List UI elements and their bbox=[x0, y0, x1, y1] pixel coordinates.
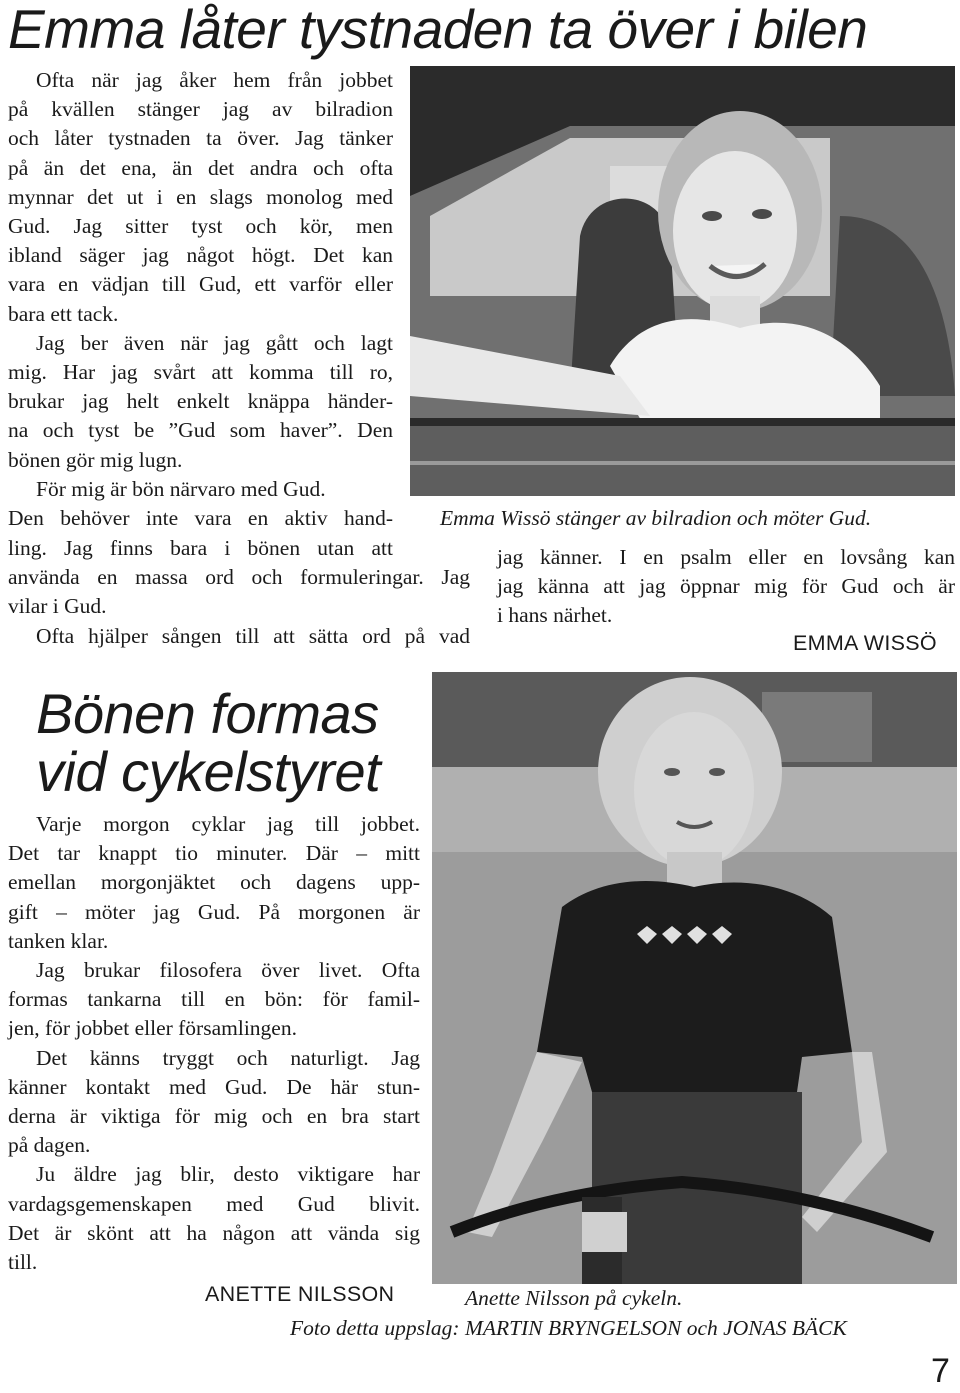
article1-line: Gud. Jag sitter tyst och kör, men bbox=[8, 214, 393, 239]
article1-byline: EMMA WISSÖ bbox=[793, 631, 937, 655]
article1-line: na och tyst be ”Gud som haver”. Den bbox=[8, 418, 393, 443]
article2-column bbox=[8, 810, 420, 1277]
article1-line: brukar jag helt enkelt knäppa händer- bbox=[8, 389, 393, 414]
article2-line: Ju äldre jag blir, desto viktigare har bbox=[36, 1162, 420, 1187]
article1-line: ling. Jag finns bara i bönen utan att bbox=[8, 536, 393, 560]
article2-line: Det är skönt att ha någon att vända sig bbox=[8, 1220, 420, 1245]
article1-column-1-wide bbox=[8, 534, 470, 651]
article2-line: vardagsgemenskapen med Gud blivit. bbox=[8, 1191, 420, 1216]
article1-line: vara en vädjan till Gud, ett varför eller bbox=[8, 272, 393, 297]
photo-emma-in-car bbox=[410, 66, 955, 496]
article1-line: ibland säger jag något högt. Det kan bbox=[8, 243, 393, 268]
page-number: 7 bbox=[931, 1352, 950, 1390]
article2-line: Jag brukar filosofera över livet. Ofta bbox=[36, 958, 420, 983]
photo-anette-on-bicycle bbox=[432, 672, 957, 1284]
article2-line: Varje morgon cyklar jag till jobbet. bbox=[36, 812, 420, 836]
article1-line: mig. Har jag svårt att komma till ro, bbox=[8, 360, 393, 385]
article1-line: på än det ena, än det andra och ofta bbox=[8, 155, 393, 180]
article2-line: derna är viktiga för mig och en bra start bbox=[8, 1104, 420, 1129]
article2-line: formas tankarna till en bön: för famil- bbox=[8, 987, 420, 1012]
article2-line: känner kontakt med Gud. De här stun- bbox=[8, 1074, 420, 1099]
article1-line: mynnar det ut i en slags monolog med bbox=[8, 184, 393, 209]
photo-credit: Foto detta uppslag: MARTIN BRYNGELSON och JONAS BÄCK bbox=[290, 1316, 847, 1340]
article2-line: gift – möter jag Gud. På morgonen är bbox=[8, 899, 420, 924]
article1-line: i hans närhet. bbox=[497, 603, 613, 628]
article1-line: vilar i Gud. bbox=[8, 594, 107, 619]
article1-line: jag känner. I en psalm eller en lovsång kan bbox=[497, 545, 955, 569]
article1-line: bönen gör mig lugn. bbox=[8, 447, 183, 472]
article2-headline-line2: vid cykelstyret bbox=[36, 740, 381, 803]
article2-line: till. bbox=[8, 1250, 38, 1275]
article1-column-1 bbox=[8, 66, 393, 533]
article1-line: jag känna att jag öppnar mig för Gud och är bbox=[497, 574, 955, 599]
article2-byline: ANETTE NILSSON bbox=[205, 1282, 395, 1306]
article1-line: och låter tystnaden ta över. Jag tänker bbox=[8, 126, 393, 151]
article1-column-2 bbox=[497, 543, 955, 631]
article1-line: Ofta när jag åker hem från jobbet bbox=[36, 68, 393, 92]
article1-headline: Emma låter tystnaden ta över i bilen bbox=[8, 0, 868, 60]
article1-line: Ofta hjälper sången till att sätta ord på vad bbox=[36, 623, 470, 648]
article2-line: tanken klar. bbox=[8, 928, 109, 953]
article1-line: bara ett tack. bbox=[8, 301, 119, 326]
article1-line: på kvällen stänger jag av bilradion bbox=[8, 97, 393, 122]
article1-line: Jag ber även när jag gått och lagt bbox=[36, 330, 393, 355]
article2-line: Det känns tryggt och naturligt. Jag bbox=[36, 1045, 420, 1070]
article2-line: jen, för jobbet eller församlingen. bbox=[8, 1016, 297, 1041]
photo-emma-caption: Emma Wissö stänger av bilradion och möter Gud. bbox=[440, 506, 872, 530]
article2-line: Det tar knappt tio minuter. Där – mitt bbox=[8, 841, 420, 866]
article2-line: på dagen. bbox=[8, 1133, 91, 1158]
article2-headline-line1: Bönen formas bbox=[36, 682, 379, 745]
article1-line: Den behöver inte vara en aktiv hand- bbox=[8, 506, 393, 531]
article1-line: För mig är bön närvaro med Gud. bbox=[36, 476, 326, 501]
article2-line: emellan morgonjäktet och dagens upp- bbox=[8, 870, 420, 895]
photo-anette-caption: Anette Nilsson på cykeln. bbox=[465, 1286, 683, 1310]
article1-line: använda en massa ord och formuleringar. Jag bbox=[8, 565, 470, 590]
